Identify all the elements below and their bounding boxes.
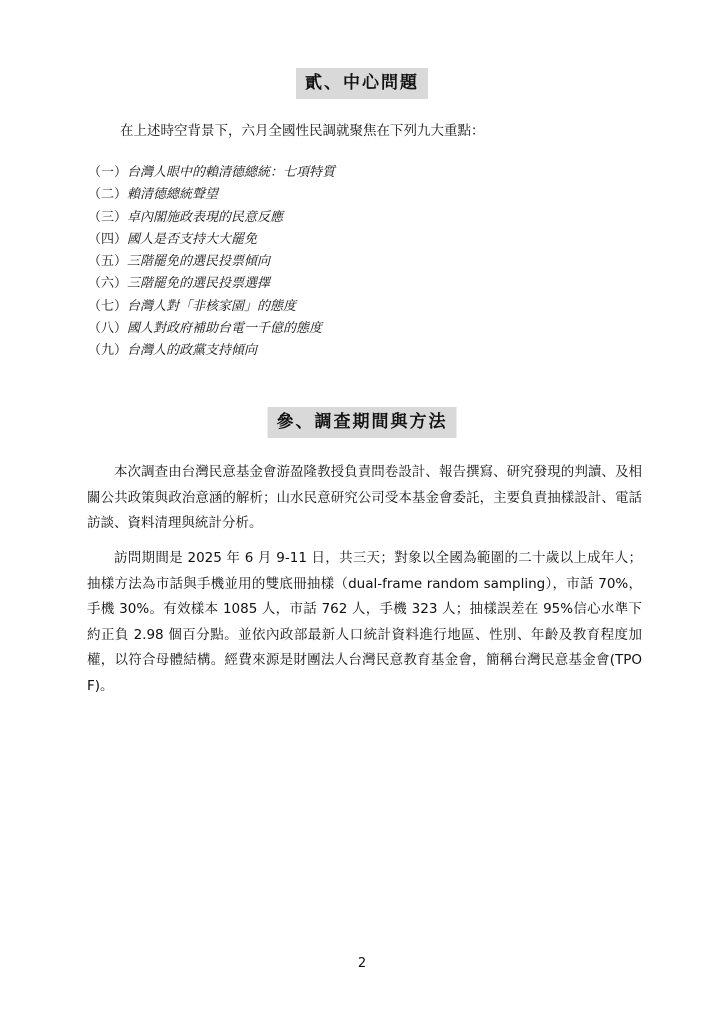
method-paragraph-2: 訪問期間是 2025 年 6 月 9-11 日，共三天；對象以全國為範圍的二十歲以上成年人；抽樣方法為市話與手機並用的雙底冊抽樣（dual-frame random sampling），市話 70%，手機 30%。有效樣本 1085 人，市話 762 人，手機 323 人；抽樣誤差在 95%信心水準下約正負 2.98 個百分點。並依內政部最新人口統計資料進行地區、性別、年齡及教育程度加權，以符合母體結構。經費來源是財團法人台灣民意教育基金會，簡稱台灣民意基金會(TPOF)。: [87, 550, 642, 694]
list-item: [88, 207, 335, 229]
list-item-text: 台灣人對「非核家園」的態度: [127, 298, 297, 314]
section-heading-central-issues: 貳、中心問題: [296, 68, 428, 99]
list-item-text: 三階罷免的選民投票選擇: [127, 276, 271, 292]
list-item-text: 卓內閣施政表現的民意反應: [127, 209, 284, 225]
list-item-number: （九）: [88, 343, 128, 359]
focus-points-list: [88, 162, 335, 363]
list-item-number: （三）: [88, 209, 128, 225]
page-number: 2: [357, 956, 367, 971]
list-item-number: （四）: [88, 231, 128, 247]
list-item: [88, 273, 335, 295]
list-item: [88, 340, 335, 362]
section-heading-survey-method: 參、調查期間與方法: [268, 407, 457, 438]
intro-text: 在上述時空背景下，六月全國性民調就聚焦在下列九大重點：: [120, 123, 485, 139]
method-paragraph-1: 本次調查由台灣民意基金會游盈隆教授負責問卷設計、報告撰寫、研究發現的判讀、及相關公共政策與政治意涵的解析；山水民意研究公司受本基金會委託，主要負責抽樣設計、電話訪談、資料清理與統計分析。: [87, 464, 642, 531]
list-item-text: 台灣人的政黨支持傾向: [127, 343, 258, 359]
list-item: [88, 229, 335, 251]
list-item-text: 國人是否支持大大罷免: [127, 231, 258, 247]
list-item-number: （六）: [88, 276, 128, 292]
list-item-text: 國人對政府補助台電一千億的態度: [127, 321, 323, 337]
list-item-number: （一）: [88, 165, 128, 180]
list-item-text: 台灣人眼中的賴清德總統：七項特質: [127, 165, 336, 180]
list-item: [88, 184, 335, 206]
list-item-number: （二）: [88, 187, 128, 203]
list-item: [88, 251, 335, 273]
list-item: [88, 318, 335, 340]
list-item-text: 三階罷免的選民投票傾向: [127, 254, 271, 270]
list-item-number: （八）: [88, 321, 128, 337]
list-item: [88, 162, 335, 184]
list-item-text: 賴清德總統聲望: [127, 187, 219, 203]
list-item-number: （五）: [88, 254, 128, 270]
list-item-number: （七）: [88, 298, 128, 314]
list-item: [88, 296, 335, 318]
